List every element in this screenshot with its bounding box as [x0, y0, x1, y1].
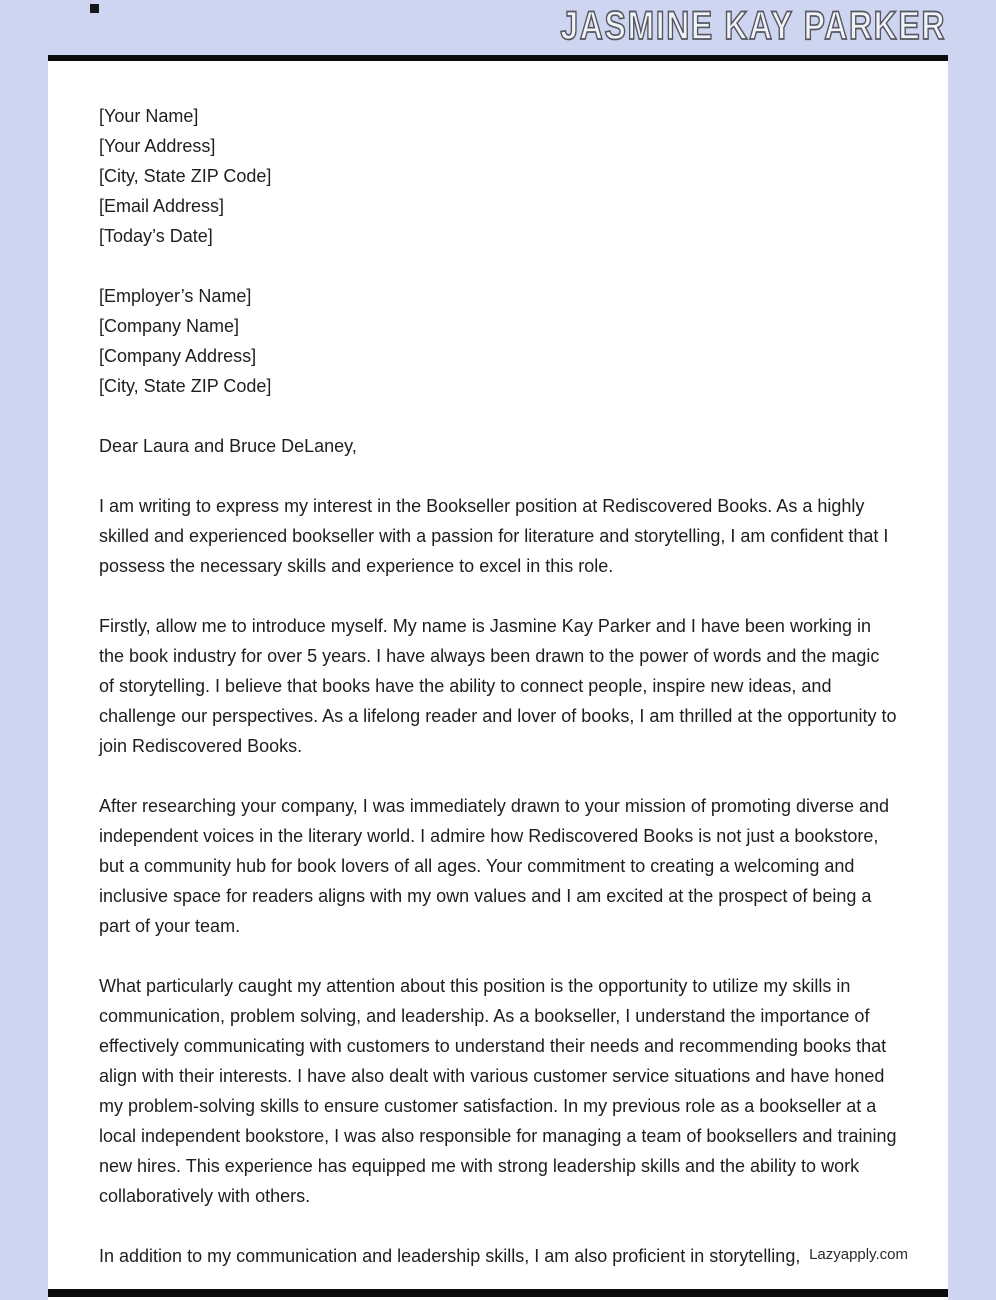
sender-line: [Your Name] — [99, 106, 199, 126]
recipient-line: [Company Address] — [99, 346, 257, 366]
corner-mark — [90, 4, 99, 13]
sender-line: [City, State ZIP Code] — [99, 166, 272, 186]
applicant-name-heading: JASMINE KAY PARKER — [560, 4, 946, 48]
sender-line: [Email Address] — [99, 196, 225, 216]
sender-address-block — [99, 101, 897, 251]
letter-paragraph: Firstly, allow me to introduce myself. My name is Jasmine Kay Parker and I have been working in the book industry for over 5 years. I have always been drawn to the power of words and the magic of storytelling. I believe that books have the ability to connect people, inspire new ideas, and challenge our perspectives. As a lifelong reader and lover of books, I am thrilled at the opportunity to join Rediscovered Books. — [99, 616, 897, 756]
letter-paragraph: What particularly caught my attention about this position is the opportunity to utilize my skills in communication, problem solving, and leadership. As a bookseller, I understand the importance of effectively communicating with customers to understand their needs and recommending books that align with their interests. I have also dealt with various customer service situations and have honed my problem-solving skills to ensure customer satisfaction. In my previous role as a bookseller at a local independent bookstore, I was also responsible for managing a team of booksellers and training new hires. This experience has equipped me with strong leadership skills and the ability to work collaboratively with others. — [99, 976, 897, 1206]
sender-line: [Your Address] — [99, 136, 216, 156]
top-divider-bar — [48, 55, 948, 61]
salutation: Dear Laura and Bruce DeLaney, — [99, 436, 357, 456]
recipient-line: [City, State ZIP Code] — [99, 376, 272, 396]
bottom-divider-bar — [48, 1289, 948, 1297]
recipient-line: [Company Name] — [99, 316, 240, 336]
watermark: Lazyapply.com — [809, 1246, 908, 1263]
letter-paragraph: After researching your company, I was immediately drawn to your mission of promoting diverse and independent voices in the literary world. I admire how Rediscovered Books is not just a bookstore, but a community hub for book lovers of all ages. Your commitment to creating a welcoming and inclusive space for readers aligns with my own values and I am excited at the prospect of being a part of your team. — [99, 796, 890, 936]
recipient-address-block — [99, 281, 897, 401]
sender-line: [Today’s Date] — [99, 226, 213, 246]
letter-content — [48, 61, 948, 1271]
letter-paragraph: I am writing to express my interest in the Bookseller position at Rediscovered Books. As a highly skilled and experienced bookseller with a passion for literature and storytelling, I am confident that I possess the necessary skills and experience to excel in this role. — [99, 496, 889, 576]
letter-paragraph: In addition to my communication and leadership skills, I am also proficient in storytelling, — [99, 1246, 801, 1266]
recipient-line: [Employer’s Name] — [99, 286, 252, 306]
letter-page — [48, 61, 948, 1300]
